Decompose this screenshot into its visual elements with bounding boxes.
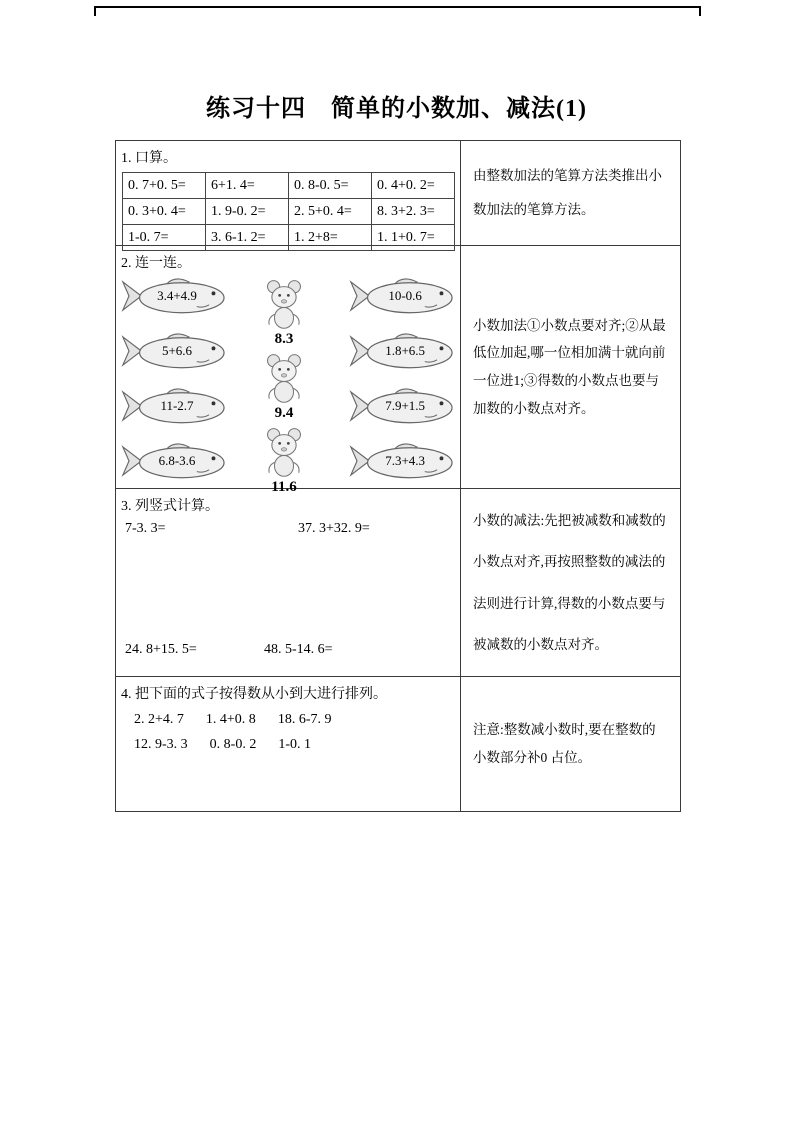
cartoon-character-icon: [261, 278, 307, 330]
teacher-note: 由整数加法的笔算方法类推出小数加法的笔算方法。: [473, 168, 662, 217]
fish-expression-label: 7.3+4.3: [385, 453, 426, 468]
column-problem: 7-3. 3=: [125, 521, 166, 536]
section-1-heading: 1. 口算。: [121, 151, 177, 166]
fish-item: [346, 384, 456, 428]
oral-problem: 1. 9-0. 2=: [206, 199, 289, 225]
fish-expression-label: 3.4+4.9: [157, 288, 197, 303]
teacher-note: 小数的减法:先把被减数和减数的小数点对齐,再按照整数的减法的法则进行计算,得数的小数点要与被减数的小数点对齐。: [473, 513, 666, 652]
oral-problem: 3. 6-1. 2=: [206, 225, 289, 251]
section-2-heading: 2. 连一连。: [121, 256, 191, 271]
table-row: [123, 199, 455, 225]
fish-expression-label: 1.8+6.5: [385, 343, 426, 358]
oral-problem: 6+1. 4=: [206, 173, 289, 199]
section-2-note-cell: [461, 246, 680, 488]
matching-area: [116, 272, 460, 495]
worksheet-table: [115, 140, 681, 812]
section-2-row: [116, 246, 680, 495]
fish-expression-label: 5+6.6: [161, 343, 193, 358]
section-4-heading: 4. 把下面的式子按得数从小到大进行排列。: [121, 687, 387, 702]
section-1-content: [116, 141, 461, 245]
teacher-note: 注意:整数减小数时,要在整数的小数部分补0 占位。: [473, 722, 656, 765]
section-1-note-cell: [461, 141, 680, 245]
teacher-note: 小数加法①小数点要对齐;②从最低位加起,哪一位相加满十就向前一位进1;③得数的小数点也要与加数的小数点对齐。: [473, 317, 666, 416]
expression: 18. 6-7. 9: [277, 712, 332, 727]
fish-item: [346, 439, 456, 483]
answer-item: [261, 278, 307, 348]
fish-item: [118, 274, 228, 318]
expression-line: [116, 737, 460, 753]
section-1-row: [116, 141, 680, 246]
column-problem: 48. 5-14. 6=: [264, 642, 333, 657]
expression: 1. 4+0. 8: [205, 712, 256, 727]
page-top-border: [94, 6, 701, 16]
oral-calculation-table: [122, 172, 455, 251]
fish-item: [346, 329, 456, 373]
column-problem: 24. 8+15. 5=: [125, 642, 197, 657]
answer-item: [261, 352, 307, 422]
right-fish-column: [346, 274, 458, 486]
cartoon-character-icon: [261, 352, 307, 404]
oral-problem: 0. 8-0. 5=: [289, 173, 372, 199]
answer-column: [236, 274, 332, 495]
oral-problem: 0. 7+0. 5=: [123, 173, 206, 199]
column-problem: 37. 3+32. 9=: [298, 521, 370, 536]
oral-problem: 8. 3+2. 3=: [372, 199, 455, 225]
section-4-note-cell: [461, 677, 680, 811]
cartoon-character-icon: [261, 426, 307, 478]
left-fish-column: [118, 274, 230, 486]
fish-item: [118, 384, 228, 428]
fish-expression-label: 6.8-3.6: [158, 453, 196, 468]
expression: 2. 2+4. 7: [134, 712, 184, 727]
section-3-content: [116, 489, 461, 676]
fish-item: [346, 274, 456, 318]
fish-item: [118, 329, 228, 373]
section-4-row: [116, 677, 680, 811]
oral-problem: 1. 1+0. 7=: [372, 225, 455, 251]
expression: 0. 8-0. 2: [209, 737, 257, 752]
expression: 1-0. 1: [278, 737, 312, 752]
expression-line: [116, 712, 460, 728]
oral-problem: 2. 5+0. 4=: [289, 199, 372, 225]
answer-item: [261, 426, 307, 496]
table-row: [123, 173, 455, 199]
section-3-heading: 3. 列竖式计算。: [121, 499, 219, 514]
answer-label: 11.6: [271, 479, 297, 495]
answer-label: 8.3: [274, 331, 294, 347]
expression: 12. 9-3. 3: [134, 737, 188, 752]
section-3-note-cell: [461, 489, 680, 676]
section-2-content: [116, 246, 461, 495]
page-title: 练习十四 简单的小数加、减法(1): [206, 96, 587, 122]
oral-problem: 1-0. 7=: [123, 225, 206, 251]
section-3-row: [116, 489, 680, 677]
fish-expression-label: 7.9+1.5: [385, 398, 426, 413]
fish-expression-label: 10-0.6: [388, 288, 422, 303]
oral-problem: 1. 2+8=: [289, 225, 372, 251]
fish-expression-label: 11-2.7: [160, 398, 194, 413]
answer-label: 9.4: [274, 405, 294, 421]
oral-problem: 0. 3+0. 4=: [123, 199, 206, 225]
oral-problem: 0. 4+0. 2=: [372, 173, 455, 199]
fish-item: [118, 439, 228, 483]
section-4-content: [116, 677, 461, 811]
